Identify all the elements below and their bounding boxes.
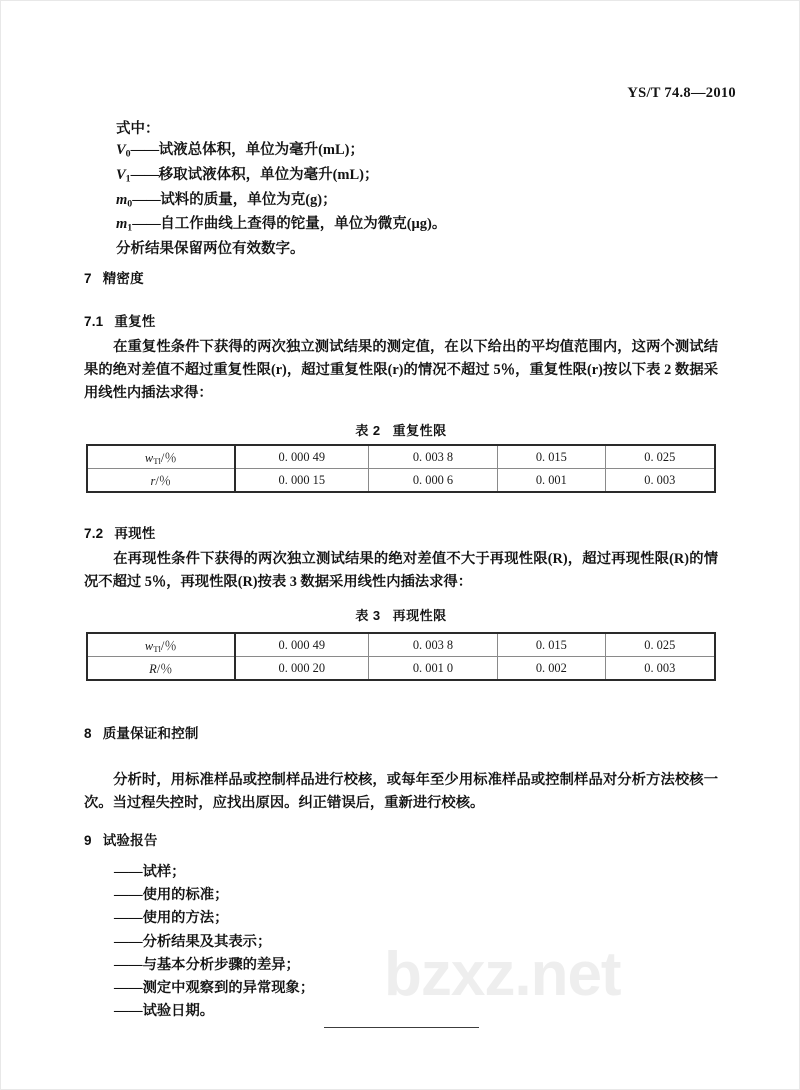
table-row (87, 469, 715, 493)
table-cell: 0. 003 (605, 469, 715, 493)
table-3-caption (1, 605, 800, 624)
page-end-rule (324, 1027, 479, 1028)
legend-dash: —— (130, 166, 159, 183)
list-item: ——测定中观察到的异常现象； (114, 980, 315, 997)
heading-section-7-2 (84, 522, 155, 542)
legend-dash: —— (130, 142, 159, 159)
heading-number: 7 (84, 271, 92, 286)
table-cell: 0. 000 49 (235, 633, 369, 657)
table-row-header: $w_{Tl}/$％ (87, 633, 235, 657)
heading-title: 试验报告 (102, 833, 158, 848)
table-caption-title: 重复性限 (392, 423, 447, 438)
table-row (87, 445, 715, 469)
legend-entry (116, 190, 716, 215)
table-cell: 0. 003 8 (368, 445, 497, 469)
table-cell: 0. 000 20 (235, 657, 369, 681)
formula-legend (116, 119, 716, 260)
heading-number: 7.2 (84, 526, 104, 541)
heading-number: 9 (84, 833, 92, 848)
paragraph-text: 在重复性条件下获得的两次独立测试结果的测定值，在以下给出的平均值范围内，这两个测试结果的绝对差值不超过重复性限(r)，超过重复性限(r)的情况不超过 5％，重复性限(r)按以下表 2 数据采用线性内插法求得： (84, 339, 718, 401)
paragraph-text: 分析时，用标准样品或控制样品进行校核，或每年至少用标准样品或控制样品对分析方法校核一次。当过程失控时，应找出原因。纠正错误后，重新进行校核。 (84, 772, 718, 811)
table-caption-label: 表 2 (355, 423, 381, 438)
table-2-caption (1, 420, 800, 439)
list-item: ——使用的方法； (114, 910, 229, 927)
paragraph-7-2 (84, 548, 718, 594)
heading-title: 重复性 (114, 314, 156, 329)
test-report-list (114, 861, 314, 1023)
paragraph-7-1 (84, 336, 718, 405)
table-cell: 0. 015 (498, 445, 605, 469)
legend-text: 移取试液体积，单位为毫升(mL)； (158, 166, 379, 183)
table-cell: 0. 025 (605, 633, 715, 657)
list-item: ——分析结果及其表示； (114, 933, 272, 950)
table-row-header: r/％ (87, 469, 235, 493)
table-row-header: $w_{Tl}/$％ (87, 445, 235, 469)
heading-number: 8 (84, 726, 92, 741)
legend-symbol-m0: $m_0$ (116, 191, 133, 209)
heading-section-7 (84, 267, 144, 287)
site-watermark: bzxz.net (384, 940, 621, 1009)
legend-closing: 分析结果保留两位有效数字。 (116, 240, 305, 257)
legend-dash: —— (132, 191, 161, 208)
legend-entry (116, 140, 716, 165)
legend-dash: —— (132, 216, 161, 233)
table-cell: 0. 000 49 (235, 445, 369, 469)
table-row (87, 657, 715, 681)
standard-number-header: YS/T 74.8—2010 (627, 85, 736, 101)
table-cell: 0. 003 (605, 657, 715, 681)
table-cell: 0. 003 8 (368, 633, 497, 657)
list-item: ——使用的标准； (114, 887, 229, 904)
heading-section-8 (84, 722, 199, 742)
table-cell: 0. 025 (605, 445, 715, 469)
list-item: ——试验日期。 (114, 1003, 215, 1020)
legend-symbol-v0: $V_0$ (116, 142, 131, 160)
legend-entry (116, 214, 716, 239)
legend-text: 自工作曲线上查得的铊量，单位为微克(μg)。 (160, 216, 447, 233)
list-item: ——试样； (114, 864, 186, 880)
table-cell: 0. 002 (498, 657, 605, 681)
table-caption-label: 表 3 (355, 608, 381, 623)
table-cell: 0. 000 15 (235, 469, 369, 493)
legend-text: 试料的质量，单位为克(g)； (160, 191, 337, 208)
table-row (87, 633, 715, 657)
heading-title: 质量保证和控制 (102, 726, 199, 741)
table-cell: 0. 001 0 (368, 657, 497, 681)
table-caption-title: 再现性限 (392, 608, 447, 623)
legend-symbol-v1: $V_1$ (116, 166, 131, 185)
legend-text: 试液总体积，单位为毫升(mL)； (158, 142, 364, 159)
heading-number: 7.1 (84, 314, 104, 329)
table-cell: 0. 001 (498, 469, 605, 493)
table-3-reproducibility (86, 632, 716, 681)
table-cell: 0. 000 6 (368, 469, 497, 493)
legend-entry (116, 165, 716, 190)
table-row-header: R/％ (87, 657, 235, 681)
legend-intro: 式中： (116, 121, 160, 137)
heading-title: 精密度 (102, 271, 144, 286)
heading-title: 再现性 (114, 526, 156, 541)
table-cell: 0. 015 (498, 633, 605, 657)
heading-section-7-1 (84, 310, 155, 330)
table-2-repeatability (86, 444, 716, 493)
list-item: ——与基本分析步骤的差异； (114, 956, 300, 973)
paragraph-text: 在再现性条件下获得的两次独立测试结果的绝对差值不大于再现性限(R)，超过再现性限(R)的情况不超过 5％，再现性限(R)按表 3 数据采用线性内插法求得： (84, 551, 718, 590)
heading-section-9 (84, 829, 158, 849)
legend-symbol-m1: $m_1$ (116, 216, 133, 234)
paragraph-8 (84, 769, 718, 815)
